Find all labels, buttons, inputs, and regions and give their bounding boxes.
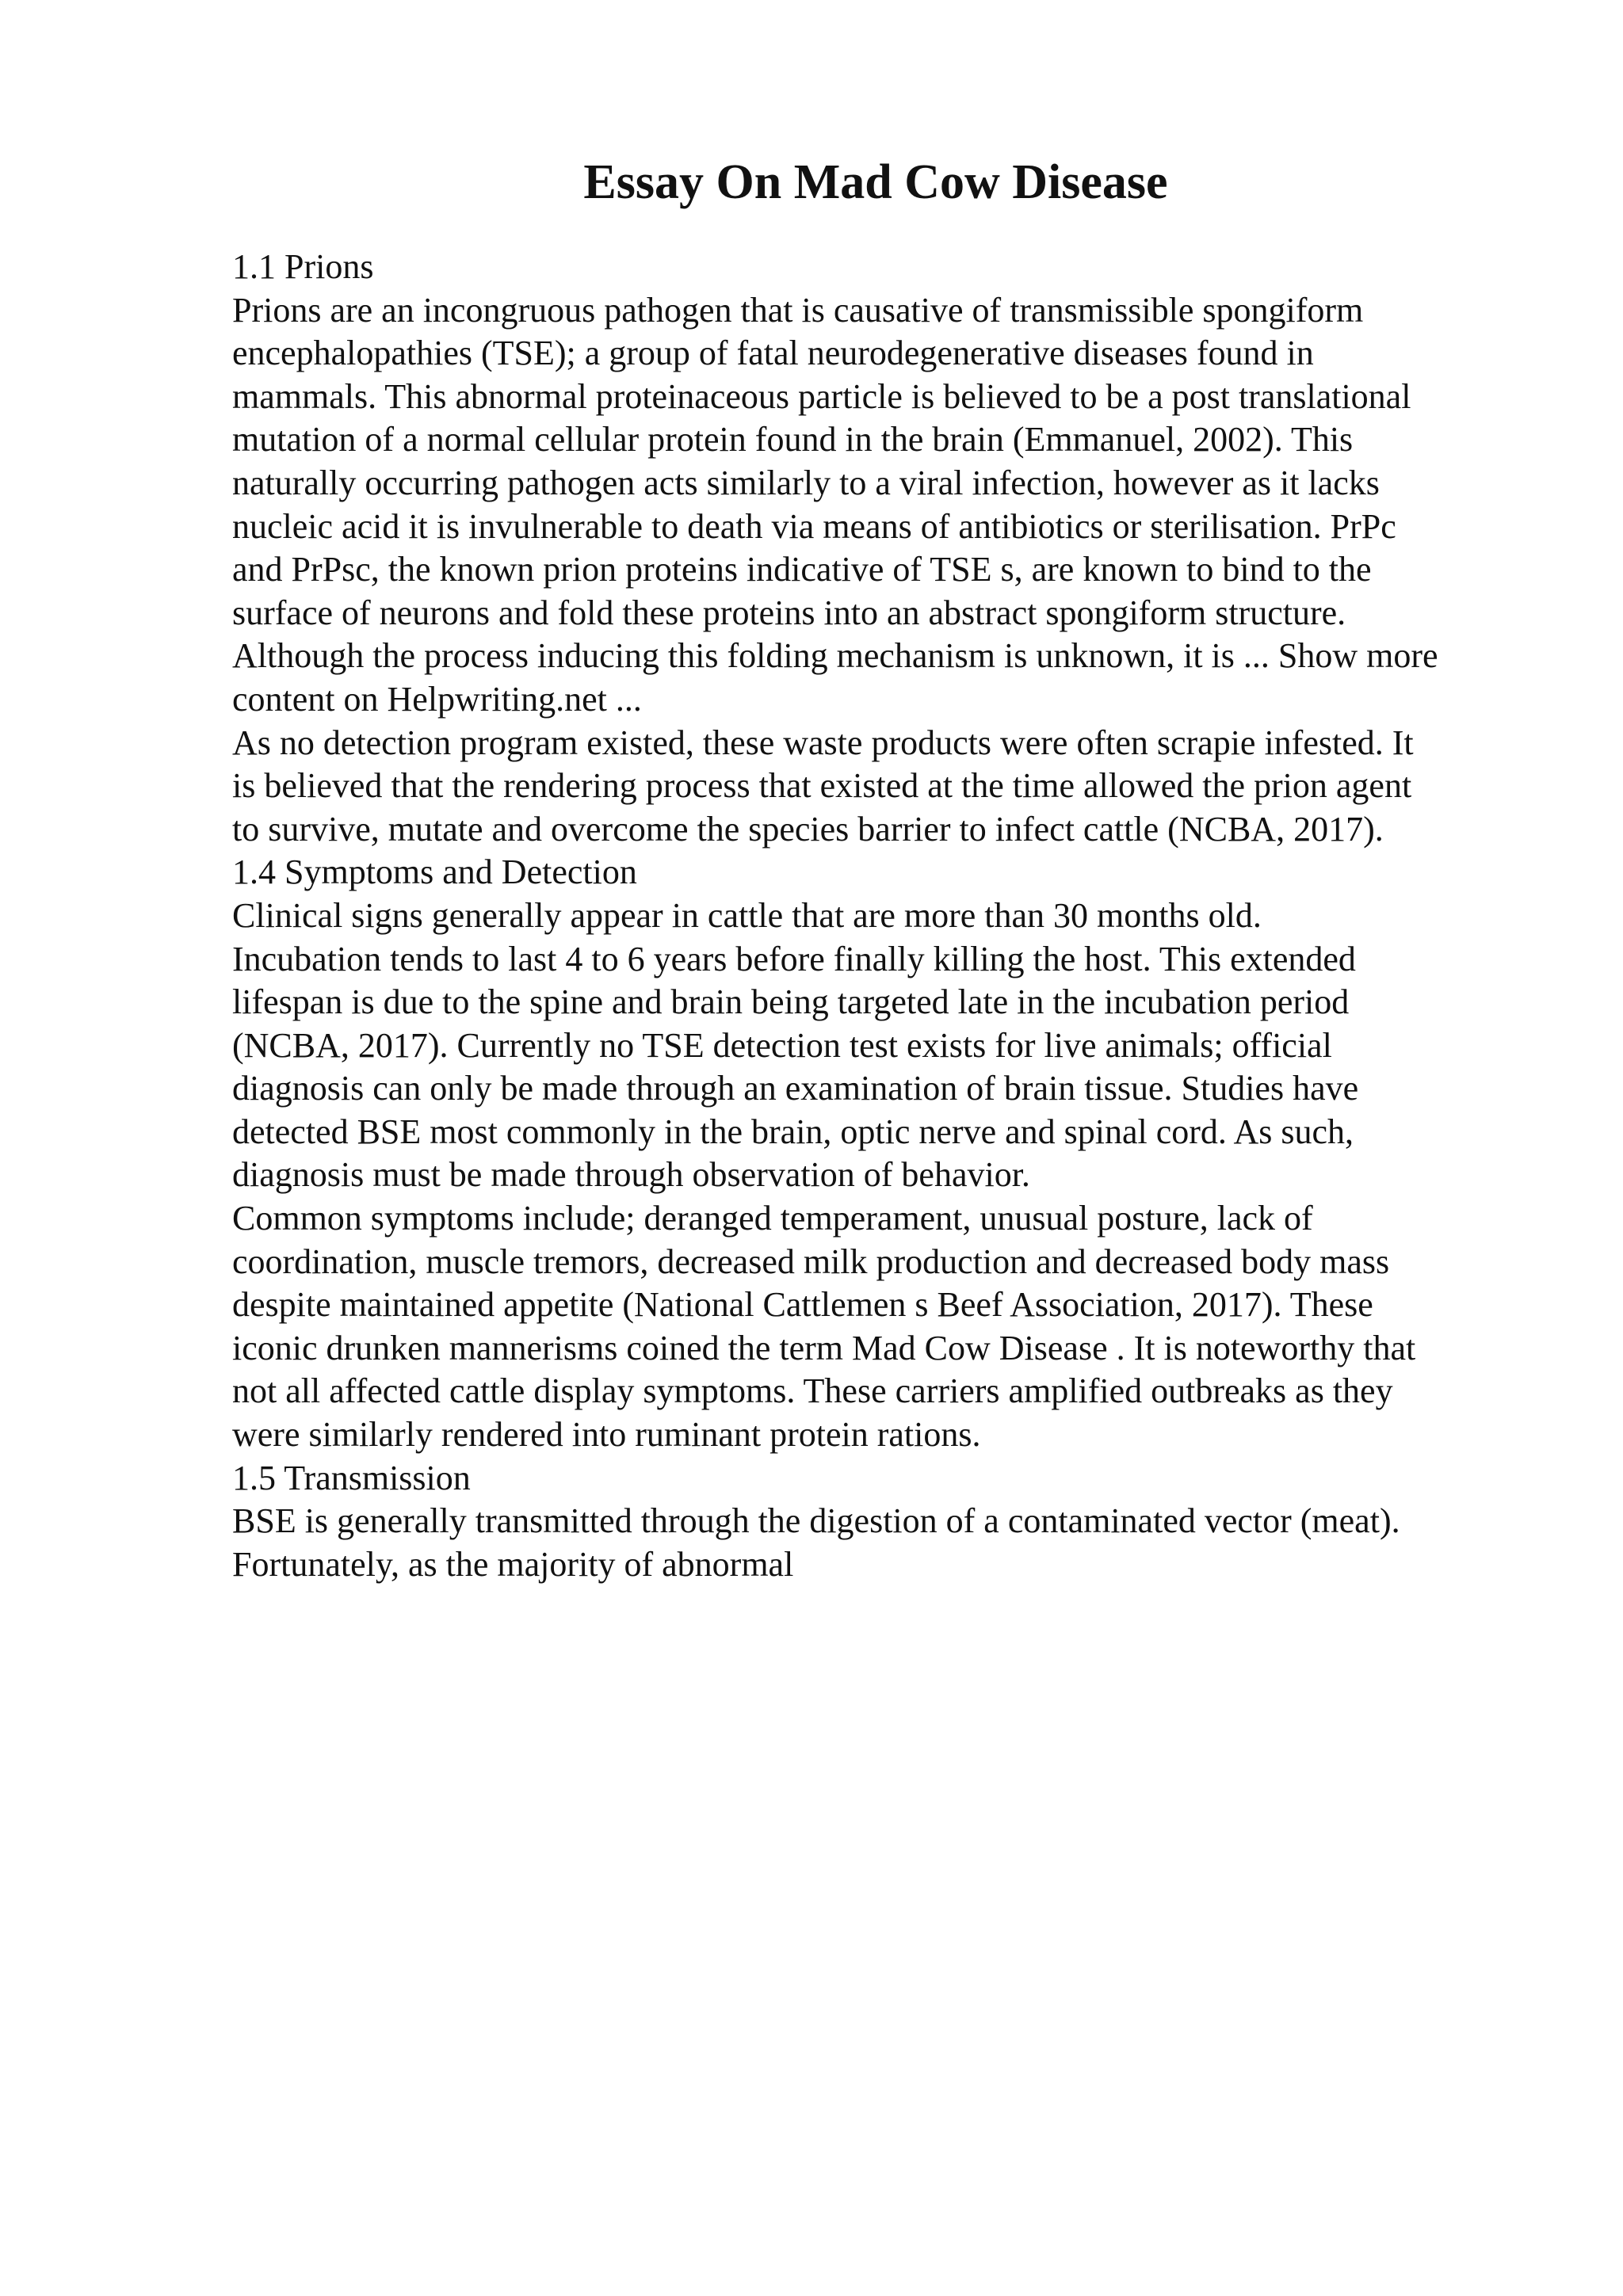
text-line: diagnosis can only be made through an examination of brain tissue. Studies have [232,1069,1359,1108]
text-line: coordination, muscle tremors, decreased milk production and decreased body mass [232,1241,1390,1281]
text-line: and PrPsc, the known prion proteins indicative of TSE s, are known to bind to the [232,550,1372,589]
text-line: despite maintained appetite (National Cattlemen s Beef Association, 2017). These [232,1285,1373,1325]
text-line: Common symptoms include; deranged temperament, unusual posture, lack of [232,1199,1313,1238]
text-line: content on Helpwriting.net ... [232,679,642,719]
text-line: Incubation tends to last 4 to 6 years before finally killing the host. This extended [232,939,1356,978]
page-title: Essay On Mad Cow Disease [583,155,1168,209]
text-line: BSE is generally transmitted through the digestion of a contaminated vector (meat). [232,1501,1400,1541]
text-line: mammals. This abnormal proteinaceous particle is believed to be a post translational [232,376,1411,416]
section-heading-transmission: 1.5 Transmission [232,1458,471,1497]
text-line: As no detection program existed, these waste products were often scrapie infested. It [232,723,1414,762]
text-line: Fortunately, as the majority of abnormal [232,1544,794,1584]
section-heading-symptoms: 1.4 Symptoms and Detection [232,852,637,892]
text-line: naturally occurring pathogen acts similarly to a viral infection, however as it lacks [232,463,1380,502]
section-heading-prions: 1.1 Prions [232,247,374,286]
text-line: detected BSE most commonly in the brain, optic nerve and spinal cord. As such, [232,1112,1354,1151]
text-line: is believed that the rendering process that existed at the time allowed the prion agent [232,766,1412,806]
text-line: nucleic acid it is invulnerable to death via means of antibiotics or sterilisation. PrPc [232,506,1396,546]
text-line: (NCBA, 2017). Currently no TSE detection test exists for live animals; official [232,1025,1332,1065]
text-line: lifespan is due to the spine and brain being targeted late in the incubation period [232,982,1350,1022]
text-line: mutation of a normal cellular protein found in the brain (Emmanuel, 2002). This [232,420,1354,460]
text-line: diagnosis must be made through observation of behavior. [232,1155,1030,1195]
text-line: Prions are an incongruous pathogen that is causative of transmissible spongiform [232,290,1364,330]
essay-body [232,246,1579,1586]
text-line: were similarly rendered into ruminant protein rations. [232,1415,981,1455]
text-line-show-more: Although the process inducing this folding mechanism is unknown, it is ... Show more [232,636,1438,676]
text-line: Clinical signs generally appear in cattle that are more than 30 months old. [232,895,1262,935]
text-line: iconic drunken mannerisms coined the term Mad Cow Disease . It is noteworthy that [232,1328,1416,1367]
text-line: encephalopathies (TSE); a group of fatal neurodegenerative diseases found in [232,334,1314,373]
text-line: surface of neurons and fold these proteins into an abstract spongiform structure. [232,593,1346,632]
text-line: not all affected cattle display symptoms. These carriers amplified outbreaks as they [232,1371,1393,1411]
text-line: to survive, mutate and overcome the species barrier to infect cattle (NCBA, 2017). [232,809,1384,849]
